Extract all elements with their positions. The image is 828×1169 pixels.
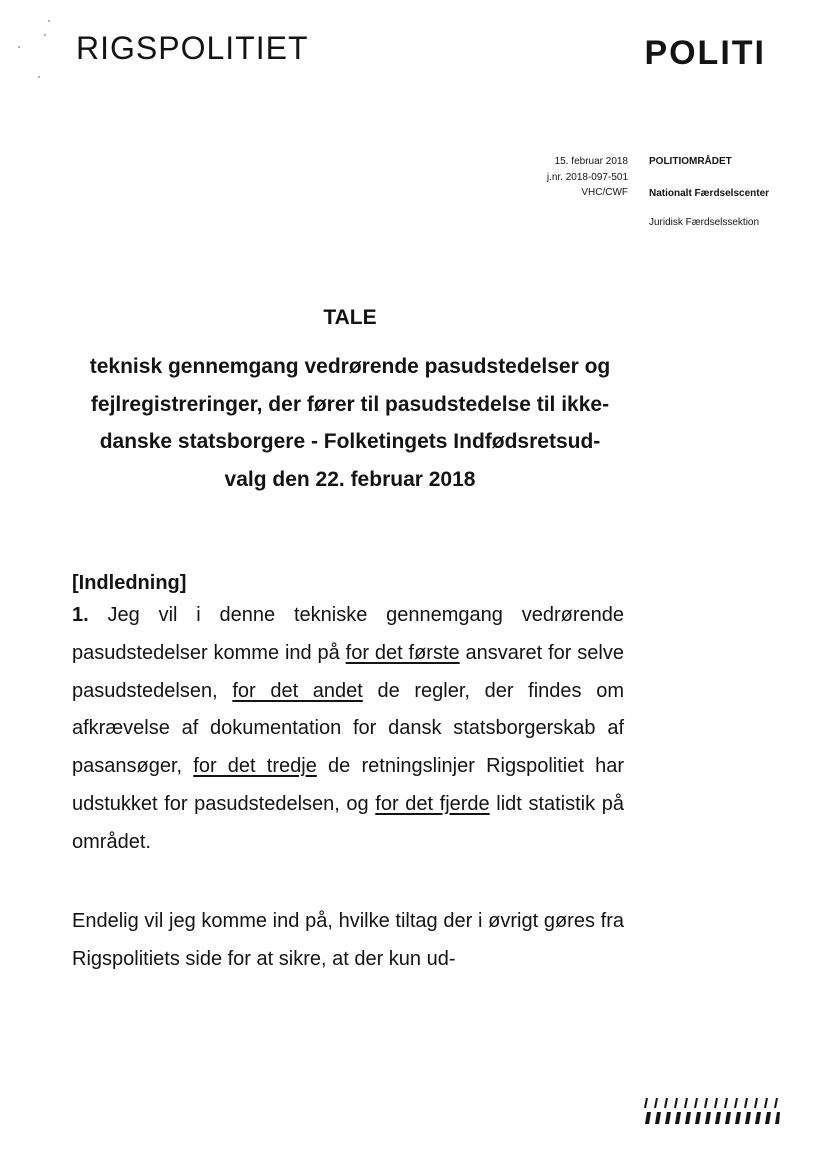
paragraph-1 [72, 597, 624, 862]
politi-logo: POLITI [644, 34, 766, 72]
section-heading: [Indledning] [72, 572, 187, 594]
document-date: 15. februar 2018 [554, 156, 628, 167]
underlined-phrase: for det første [345, 641, 460, 664]
paragraph-2: Endelig vil jeg komme ind på, hvilke tiltag der i øvrigt gøres fra Rigspolitiets side for at sikre, at der kun ud- [72, 910, 624, 970]
paragraph-text: ansvaret for selve pasudstedelsen, [72, 641, 624, 702]
scan-speck [38, 76, 40, 78]
paragraph-text: lidt statistik på området. [72, 792, 624, 853]
department-block [649, 154, 819, 231]
title-line: valg den 22. februar 2018 [224, 467, 476, 491]
title-line: teknisk gennemgang vedrørende pasudstedelser og [89, 355, 611, 378]
scan-speck [48, 20, 50, 22]
agency-name: RIGSPOLITIET [76, 30, 309, 66]
reference-block [488, 154, 628, 201]
document-type: TALE [323, 306, 377, 329]
paragraph-text: de regler, der findes om afkrævelse af dokumentation for dansk statsborgerskab af pasansøger, [72, 679, 624, 778]
traffic-center: Nationalt Færdselscenter [649, 187, 770, 199]
scan-speck [44, 34, 46, 36]
legal-section: Juridisk Færdselssektion [649, 217, 760, 228]
author-initials: VHC/CWF [581, 187, 628, 198]
title-line: danske statsborgere - Folketingets Indfødsretsud- [99, 430, 601, 453]
title-line: fejlregistreringer, der fører til pasudstedelse til ikke- [90, 392, 610, 416]
barcode-icon [644, 1096, 780, 1126]
journal-number: j.nr. 2018-097-501 [546, 171, 628, 183]
scan-speck [18, 46, 20, 48]
underlined-phrase: for det tredje [193, 755, 317, 778]
underlined-phrase: for det fjerde [375, 792, 490, 815]
paragraph-text: de retningslinjer Rigspolitiet har udstukket for pasudstedelsen, og [72, 755, 624, 815]
underlined-phrase: for det andet [232, 679, 363, 702]
police-area: POLITIOMRÅDET [649, 156, 732, 167]
paragraph-text: Jeg vil i denne tekniske gennemgang vedrørende pasudstedelser komme ind på [72, 604, 624, 664]
document-title [68, 348, 632, 498]
paragraph-number: 1. [72, 604, 89, 626]
